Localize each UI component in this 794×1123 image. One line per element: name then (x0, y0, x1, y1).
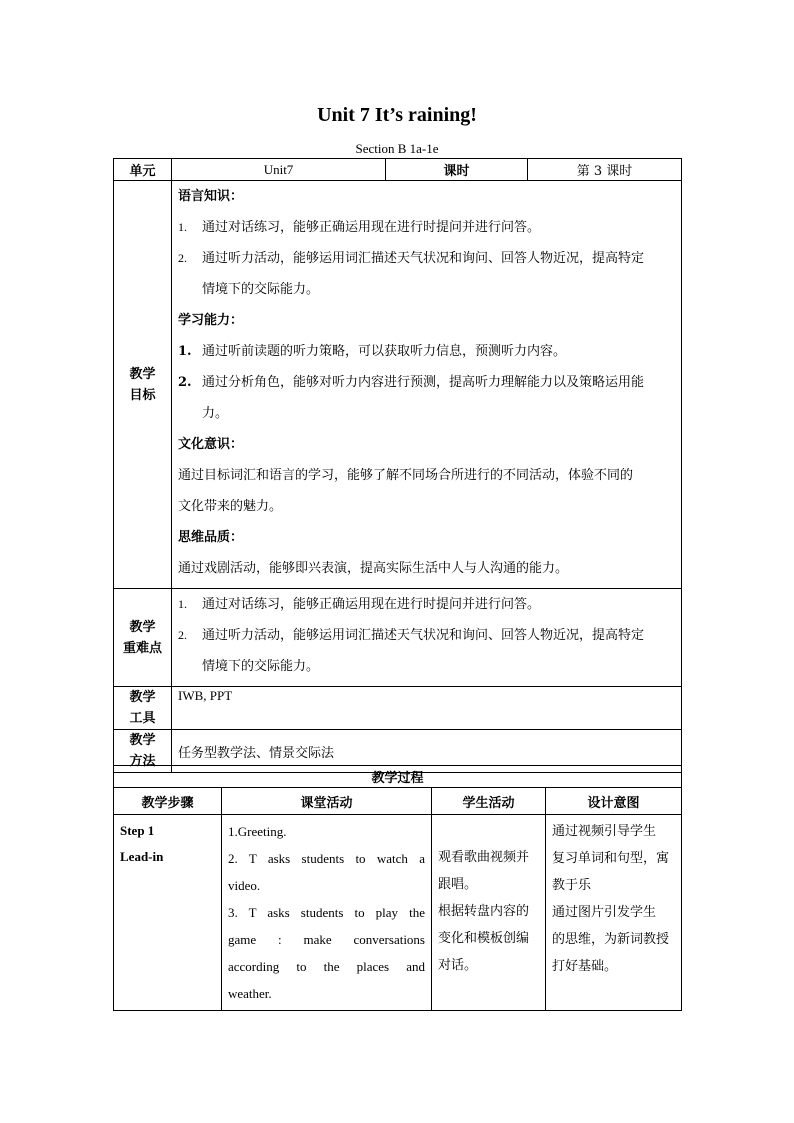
table-row (114, 815, 682, 1011)
culture-heading: 文化意识： (178, 437, 244, 452)
methods-value: 任务型教学法、情景交际法 (172, 730, 682, 773)
tools-row (114, 687, 682, 730)
unit-value: Unit7 (172, 159, 386, 181)
process-heading: 教学过程 (114, 766, 682, 788)
objectives-label: 教学 目标 (114, 181, 172, 589)
objectives-content (172, 181, 682, 589)
language-heading: 语言知识： (178, 189, 244, 204)
tools-value: IWB, PPT (172, 687, 682, 730)
column-header: 教学步骤 (114, 788, 222, 815)
column-header: 学生活动 (432, 788, 546, 815)
process-heading-row (114, 766, 682, 788)
page-title: Unit 7 It’s raining! (317, 104, 477, 126)
student-activity-cell: 观看歌曲视频并 跟唱。 根据转盘内容的 变化和模板创编 对话。 (432, 815, 546, 1011)
ability-heading: 学习能力： (178, 313, 244, 328)
column-header: 课堂活动 (222, 788, 432, 815)
ability-item: 2. 通过分析角色，能够对听力内容进行预测，提高听力理解能力以及策略运用能 (178, 375, 645, 390)
key-points-label: 教学 重难点 (114, 589, 172, 687)
language-item: 2. 通过听力活动，能够运用词汇描述天气状况和询问、回答人物近况，提高特定 (178, 251, 645, 266)
section-subtitle: Section B 1a-1e (355, 141, 439, 156)
ability-item: 1. 通过听前读题的听力策略，可以获取听力信息，预测听力内容。 (178, 344, 567, 359)
key-point-item: 2. 通过听力活动，能够运用词汇描述天气状况和询问、回答人物近况，提高特定 (178, 628, 645, 643)
teaching-process-table (113, 765, 682, 1011)
objectives-row (114, 181, 682, 589)
process-header-row (114, 788, 682, 815)
design-intent-cell: 通过视频引导学生 复习单词和句型，寓 教于乐 通过图片引发学生 的思维，为新词教授 打好基础。 (546, 815, 682, 1011)
step-cell: Step 1 Lead-in (114, 815, 222, 1011)
tools-label: 教学 工具 (114, 687, 172, 730)
language-item: 1. 通过对话练习，能够正确运用现在进行时提问并进行问答。 (178, 220, 541, 235)
activity-cell: 1.Greeting. 2. T asks students to watch a video. 3. T asks students to play the game : make conversations according to the places and weather. (222, 815, 432, 1011)
key-points-row (114, 589, 682, 687)
thinking-heading: 思维品质： (178, 530, 244, 545)
culture-text: 文化带来的魅力。 (178, 499, 283, 514)
ability-item-cont: 力。 (202, 406, 229, 421)
methods-label: 教学 方法 (114, 730, 172, 773)
culture-text: 通过目标词汇和语言的学习，能够了解不同场合所进行的不同活动，体验不同的 (178, 468, 634, 483)
info-row (114, 159, 682, 181)
key-points-content (172, 589, 682, 687)
key-point-item-cont: 情境下的交际能力。 (202, 659, 320, 674)
period-value: 第 3 课时 (528, 159, 682, 181)
period-label: 课时 (386, 159, 528, 181)
thinking-text: 通过戏剧活动，能够即兴表演，提高实际生活中人与人沟通的能力。 (178, 561, 569, 576)
language-item-cont: 情境下的交际能力。 (202, 282, 320, 297)
lesson-info-table (113, 158, 682, 773)
unit-label: 单元 (114, 159, 172, 181)
column-header: 设计意图 (546, 788, 682, 815)
key-point-item: 1. 通过对话练习，能够正确运用现在进行时提问并进行问答。 (178, 597, 541, 612)
